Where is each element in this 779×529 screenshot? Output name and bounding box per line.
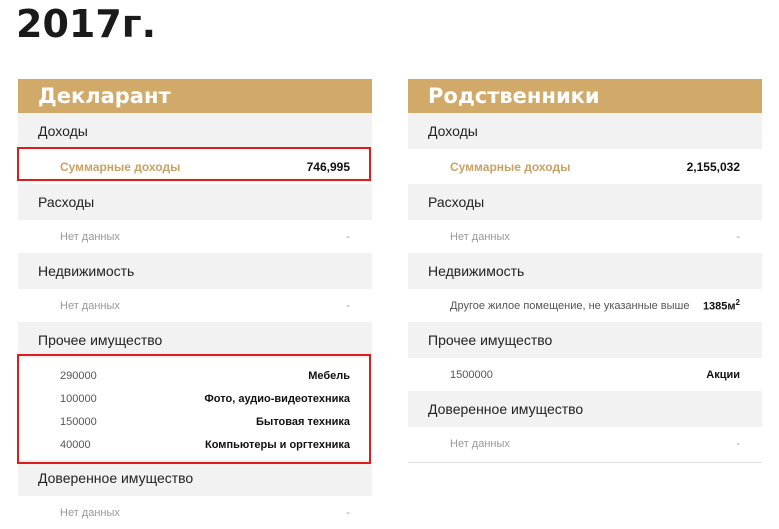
- declarant-realty-title: Недвижимость: [18, 253, 372, 289]
- declarant-realty-value: -: [346, 299, 350, 312]
- item-amount: 150000: [60, 415, 97, 428]
- relatives-expenses-row: [408, 220, 762, 253]
- relatives-trust-label: Нет данных: [450, 437, 510, 450]
- list-item: [18, 410, 372, 433]
- declarant-income-title: Доходы: [18, 113, 372, 149]
- item-name: Бытовая техника: [256, 415, 350, 428]
- declarant-realty-row: [18, 289, 372, 322]
- declarant-realty-label: Нет данных: [60, 299, 120, 312]
- item-amount: 290000: [60, 369, 97, 382]
- declarant-expenses-row: [18, 220, 372, 253]
- relatives-other-title: Прочее имущество: [408, 322, 762, 358]
- relatives-expenses-title: Расходы: [408, 184, 762, 220]
- relatives-realty-label: Другое жилое помещение, не указанные выше: [450, 299, 690, 312]
- list-item: [18, 364, 372, 387]
- relatives-income-sum-label: Суммарные доходы: [450, 159, 571, 174]
- declarant-header: Декларант: [18, 79, 372, 113]
- relatives-panel: [408, 79, 762, 463]
- year-title: 2017г.: [16, 2, 157, 46]
- relatives-other-name: Акции: [706, 368, 740, 381]
- declarant-income-sum-label: Суммарные доходы: [60, 159, 181, 174]
- declarant-trust-title: Доверенное имущество: [18, 460, 372, 496]
- declarant-other-items: [18, 358, 372, 460]
- item-name: Мебель: [308, 369, 350, 382]
- item-name: Фото, аудио-видеотехника: [204, 392, 350, 405]
- declarant-income-sum-value: 746,995: [306, 159, 350, 174]
- relatives-header: Родственники: [408, 79, 762, 113]
- relatives-trust-title: Доверенное имущество: [408, 391, 762, 427]
- declarant-expenses-value: -: [346, 230, 350, 243]
- item-name: Компьютеры и оргтехника: [205, 438, 350, 451]
- relatives-income-title: Доходы: [408, 113, 762, 149]
- realty-area-value: 1385м: [702, 300, 736, 313]
- relatives-other-row: [408, 358, 762, 391]
- item-amount: 100000: [60, 392, 97, 405]
- relatives-realty-title: Недвижимость: [408, 253, 762, 289]
- relatives-income-sum-row: [408, 149, 762, 184]
- relatives-trust-row: [408, 427, 762, 460]
- relatives-income-sum-value: 2,155,032: [686, 159, 740, 174]
- declarant-trust-row: [18, 496, 372, 529]
- item-amount: 40000: [60, 438, 91, 451]
- declarant-trust-value: -: [346, 506, 350, 519]
- relatives-realty-area: [703, 298, 740, 313]
- relatives-trust-value: -: [736, 437, 740, 450]
- relatives-other-amount: 1500000: [450, 368, 493, 381]
- relatives-expenses-value: -: [736, 230, 740, 243]
- declarant-expenses-title: Расходы: [18, 184, 372, 220]
- relatives-realty-row: [408, 289, 762, 322]
- realty-area-unit-sup: 2: [735, 298, 740, 308]
- list-item: [18, 433, 372, 456]
- declarant-other-title: Прочее имущество: [18, 322, 372, 358]
- declarant-income-sum-row: [18, 149, 372, 184]
- list-item: [18, 387, 372, 410]
- relatives-expenses-label: Нет данных: [450, 230, 510, 243]
- declarant-trust-label: Нет данных: [60, 506, 120, 519]
- declarant-panel: [18, 79, 372, 529]
- declarant-expenses-label: Нет данных: [60, 230, 120, 243]
